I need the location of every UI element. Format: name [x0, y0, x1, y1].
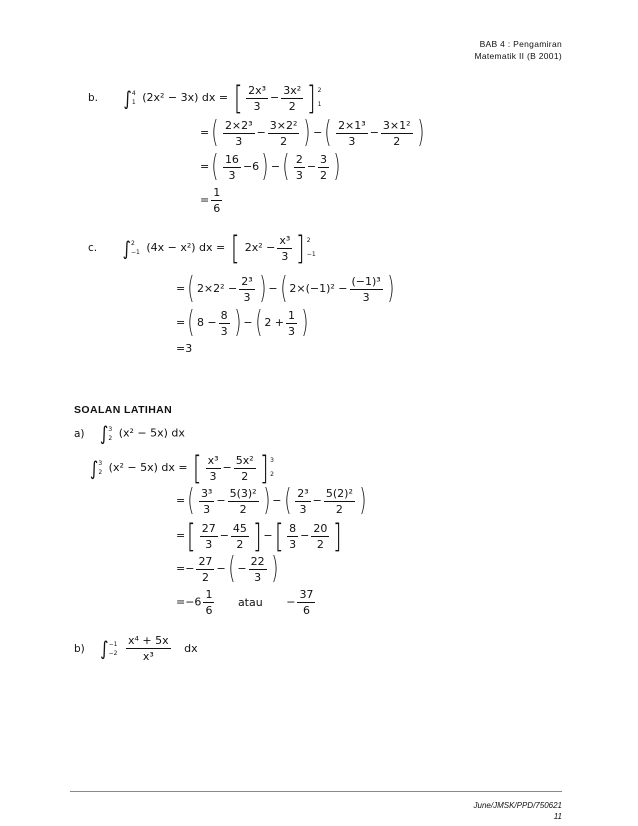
exercise-a-line4: =− $\frac{27}{2}$ −( − $\frac{22}{3}$ )	[176, 551, 278, 586]
footer-rule	[70, 791, 562, 792]
section-title: SOALAN LATIHAN	[74, 404, 173, 416]
integral-sign: ∫	[100, 422, 109, 445]
fraction: $\frac{\text{2x³}}{3}$	[248, 83, 267, 113]
integral-sign: ∫	[100, 637, 109, 660]
exercise-a-line2: =( $\frac{\text{3³}}{3}$ − $\frac{\text{5(3)²}}{2}$ ) −( $\frac{\text{2³}}{3}$ − $\frac{\text{5(2)²}}{2}$ )	[176, 483, 367, 518]
part-c-line3: =( 8 − $\frac{8}{3}$ ) −( 2 + $\frac{1}{3}$ )	[176, 305, 309, 340]
part-b-line1: b. ∫ 4 1 (2x² − 3x) dx = [ $\frac{\text{2x³}}{3}$ − $\frac{\text{3x²}}{2}$ ] 2 1	[88, 79, 322, 117]
footer-code: June/JMSK/PPD/750621	[473, 801, 562, 810]
page-header	[474, 38, 562, 62]
part-c-label: c.	[88, 242, 98, 254]
integral-limits: 2 −1	[130, 240, 140, 256]
part-c-answer: =3	[176, 342, 193, 355]
exercise-a-answer: =−6 $\frac{1}{6}$ atau − $\frac{37}{6}$	[176, 588, 314, 617]
eval-limits: 2 1	[317, 87, 322, 108]
header-chapter: BAB 4 : Pengamiran	[479, 39, 562, 49]
fraction: $\frac{\text{3x²}}{2}$	[283, 83, 302, 113]
part-b-line3: =( $\frac{16}{3}$ −6) −( $\frac{2}{3}$ − $\frac{3}{2}$ )	[200, 149, 341, 184]
exercise-a-question: a) ∫ 3 2 (x² − 5x) dx	[74, 422, 185, 445]
part-c-line2: =( 2×2² − $\frac{\text{2³}}{3}$ ) −( 2×(−1)² − $\frac{\text{(−1)³}}{3}$ )	[176, 271, 395, 306]
part-b-line2: =( $\frac{\text{2×2³}}{3}$ − $\frac{\text{3×2²}}{2}$ ) −( $\frac{\text{2×1³}}{3}$ − $\frac{\text{3×1²}}{2}$ )	[200, 115, 424, 150]
integral-sign: ∫	[90, 456, 99, 480]
integral-sign: ∫	[122, 236, 131, 260]
part-b-answer: = $\frac{1}{6}$	[200, 186, 221, 215]
page-footer	[474, 800, 563, 822]
header-course: Matematik II (B 2001)	[474, 51, 562, 61]
page-number: 11	[553, 812, 562, 821]
integral-limits: 4 1	[131, 90, 136, 106]
exercise-a-line1: ∫ 3 2 (x² − 5x) dx = [ $\frac{\text{x³}}{3}$ − $\frac{\text{5x²}}{2}$ ] 3 2	[90, 449, 274, 487]
integral-sign: ∫	[123, 86, 132, 110]
exercise-b-question: b) ∫ −1 −2 $\frac{\text{x⁴ + 5x}}{\text{x³}}$ dx	[74, 634, 198, 663]
part-c-line1: c. ∫ 2 −1 (4x − x²) dx = [ 2x² − $\frac{\text{x³}}{3}$ ] 2 −1	[88, 229, 316, 267]
exercise-a-line3: =[ $\frac{27}{3}$ − $\frac{45}{2}$ ] −[ $\frac{8}{3}$ − $\frac{20}{2}$ ]	[176, 517, 342, 555]
integrand: (2x² − 3x) dx =	[142, 91, 229, 104]
part-b-label: b.	[88, 92, 99, 104]
